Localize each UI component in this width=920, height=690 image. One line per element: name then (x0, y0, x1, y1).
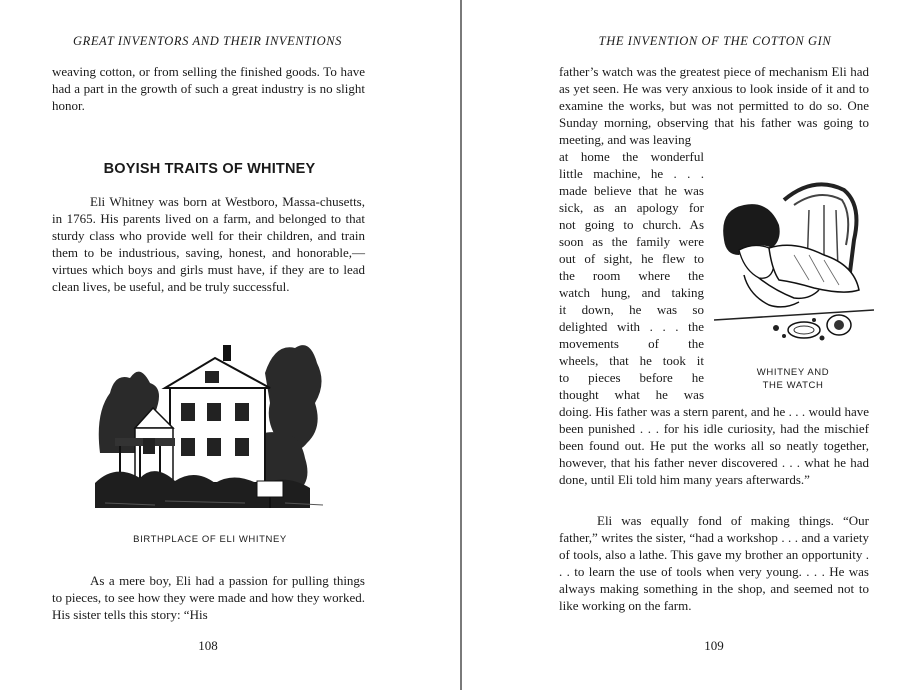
running-head-right: THE INVENTION OF THE COTTON GIN (598, 34, 832, 48)
section-heading: BOYISH TRAITS OF WHITNEY (103, 161, 316, 177)
wrap-line: delighted with . . . the (559, 319, 704, 334)
caption-watch-line2: THE WATCH (762, 380, 824, 391)
wrap-line: soon as the family were (559, 234, 704, 249)
wrap-line: movements of the (559, 336, 704, 351)
caption-birthplace: BIRTHPLACE OF ELI WHITNEY (133, 534, 287, 545)
paragraph-passion: As a mere boy, Eli had a passion for pulling things to pieces, to see how they were made and how they worked. His sister tells this story: “His (52, 573, 365, 622)
page-number-left: 108 (198, 638, 218, 653)
wrap-line: it down, he was so (559, 302, 704, 317)
paragraph-watch-top: father’s watch was the greatest piece of mechanism Eli had as yet seen. He was very anxious to look inside of it and to examine the works, but was not permitted to do so. One Sunday morning, observing that his father was going to meeting, and was leaving (559, 64, 869, 147)
wrap-line: sick, as an apology for (559, 200, 704, 215)
page-number-right: 109 (704, 638, 724, 653)
wrap-line: the room where the (559, 268, 704, 283)
wrap-line: little machine, he . . . (559, 166, 704, 181)
wrap-line: wheels, that he took it (559, 353, 704, 368)
wrap-line: at home the wonderful (559, 149, 704, 164)
birthplace-illustration (95, 333, 325, 513)
wrap-line: to pieces before he (559, 370, 704, 385)
caption-watch-line1: WHITNEY AND (756, 367, 830, 378)
running-head-left: GREAT INVENTORS AND THEIR INVENTIONS (72, 34, 343, 48)
wrap-line: not going to church. As (559, 217, 704, 232)
whitney-watch-illustration (714, 170, 874, 360)
right-page (462, 0, 920, 690)
wrap-line: watch hung, and taking (559, 285, 704, 300)
wrapped-text-column (559, 148, 704, 403)
wrap-line: made believe that he was (559, 183, 704, 198)
wrap-line: thought what he was (559, 387, 704, 402)
paragraph-watch-after: doing. His father was a stern parent, and he . . . would have been punished . . . for his idle curiosity, had the mischief been found out. He put the works all so neatly together, however, that his father never discovered . . . what he had done, until Eli told him many years afterwards.” (559, 404, 869, 487)
wrap-line: out of sight, he flew to (559, 251, 704, 266)
paragraph-workshop: Eli was equally fond of making things. “Our father,” writes the sister, “had a workshop . . . and a variety of tools, also a lathe. This gave my brother an opportunity . . . to learn the use of tools when very young. . . . He was always making something in the shop, and seemed not to like working on the farm. (559, 513, 869, 613)
continuation-paragraph: weaving cotton, or from selling the finished goods. To have had a part in the growth of such a great industry is no slight honor. (52, 64, 365, 113)
paragraph-birth: Eli Whitney was born at Westboro, Massa-chusetts, in 1765. His parents lived on a farm, and belonged to that sturdy class who provide well for their children, and train them to be industrious, saving, honest, and honorable,—virtues which boys and girls must have, if they are to lead clean lives, be useful, and be truly successful. (52, 194, 365, 294)
